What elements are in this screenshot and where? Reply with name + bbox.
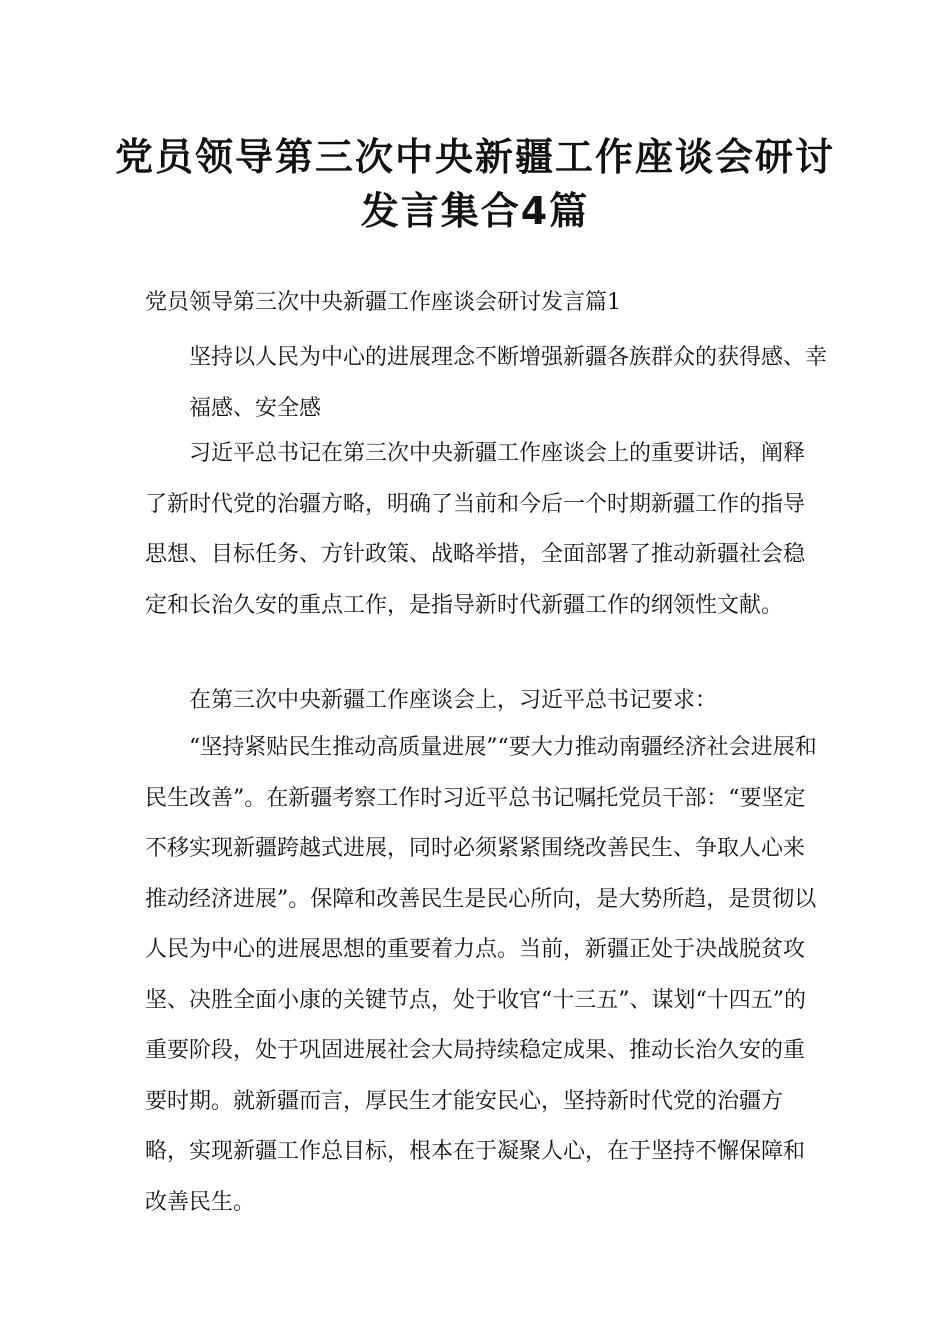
document-title: 党员领导第三次中央新疆工作座谈会研讨发言集合4篇 <box>114 135 835 233</box>
paragraph-3: “坚持紧贴民生推动高质量进展”“要大力推动南疆经济社会进展和民生改善”。在新疆考察工作时习近平总书记嘱托党员干部：“要坚定不移实现新疆跨越式进展，同时必须紧紧围绕改善民生、争取人心来推动经济进展”。保障和改善民生是民心所向，是大势所趋，是贯彻以人民为中心的进展思想的重要着力点。当前，新疆正处于决战脱贫攻坚、决胜全面小康的关键节点，处于收官“十三五”、谋划“十四五”的重要阶段，处于巩固进展社会大局持续稳定成果、推动长治久安的重要时期。就新疆而言，厚民生才能安民心，坚持新时代党的治疆方略，实现新疆工作总目标，根本在于凝聚人心，在于坚持不懈保障和改善民生。 <box>145 735 817 1215</box>
paragraph-theme: 坚持以人民为中心的进展理念不断增强新疆各族群众的获得感、幸福感、安全感 <box>189 345 828 421</box>
section-subheading: 党员领导第三次中央新疆工作座谈会研讨发言篇1 <box>145 290 621 315</box>
paragraph-1: 习近平总书记在第三次中央新疆工作座谈会上的重要讲话，阐释了新时代党的治疆方略，明确了当前和今后一个时期新疆工作的指导思想、目标任务、方针政策、战略举措，全面部署了推动新疆社会稳定和长治久安的重点工作，是指导新时代新疆工作的纲领性文献。 <box>145 441 806 618</box>
paragraph-2: 在第三次中央新疆工作座谈会上，习近平总书记要求： <box>189 688 718 713</box>
